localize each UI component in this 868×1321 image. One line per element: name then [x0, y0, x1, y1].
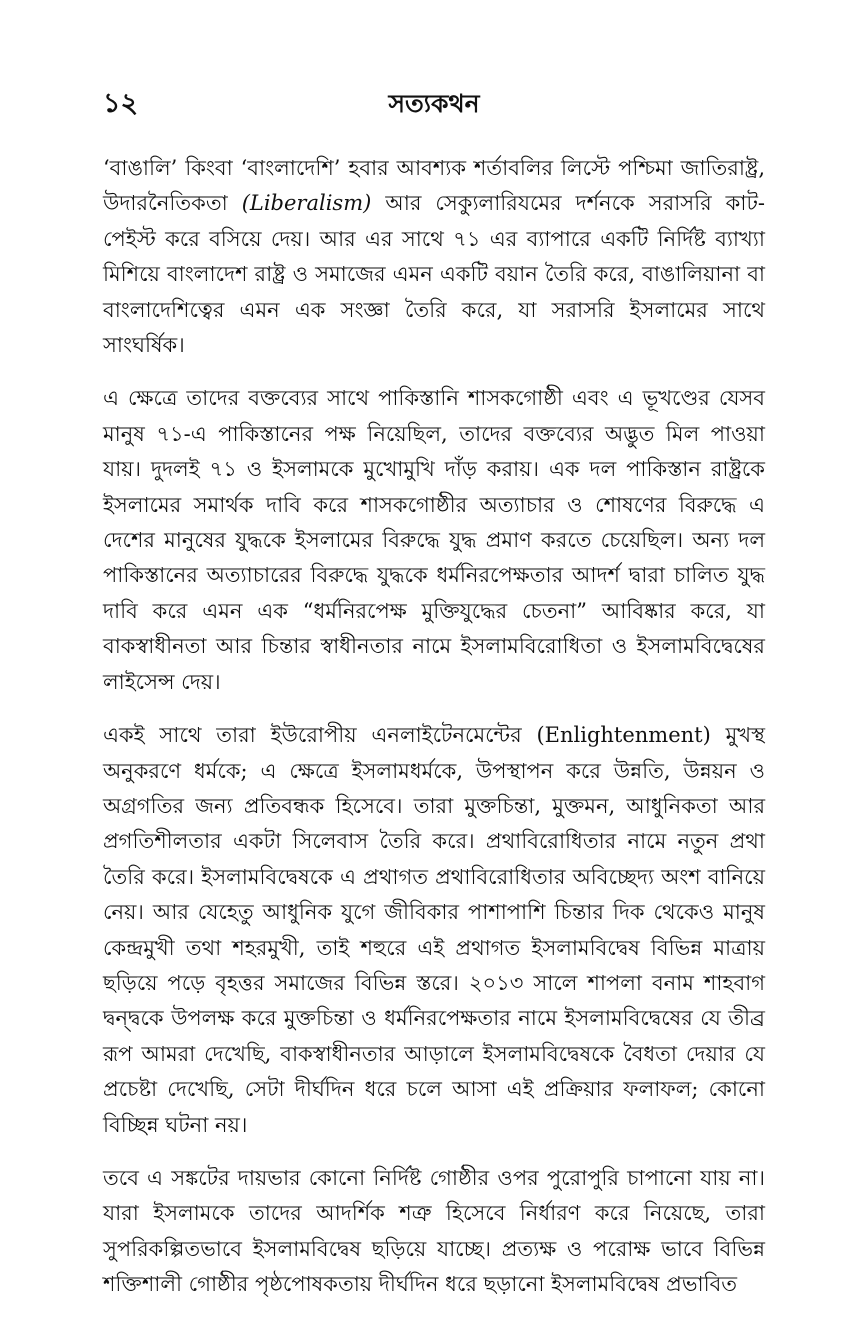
paragraph-2: এ ক্ষেত্রে তাদের বক্তব্যের সাথে পাকিস্তানি শাসকগোষ্ঠী এবং এ ভূখণ্ডের যেসব মানুষ ৭১-এ পাকিস্তানের পক্ষ নিয়েছিল, তাদের বক্তব্যের অদ্ভুত মিল পাওয়া যায়। দুদলই ৭১ ও ইসলামকে মুখোমুখি দাঁড় করায়। এক দল পাকিস্তান রাষ্ট্রকে ইসলামের সমার্থক দাবি করে শাসকগোষ্ঠীর অত্যাচার ও শোষণের বিরুদ্ধে এ দেশের মানুষের যুদ্ধকে ইসলামের বিরুদ্ধে যুদ্ধ প্রমাণ করতে চেয়েছিল। অন্য দল পাকিস্তানের অত্যাচারের বিরুদ্ধে যুদ্ধকে ধর্মনিরপেক্ষতার আদর্শ দ্বারা চালিত যুদ্ধ দাবি করে এমন এক “ধর্মনিরপেক্ষ মুক্তিযুদ্ধের চেতনা” আবিষ্কার করে, যা বাকস্বাধীনতা আর চিন্তার স্বাধীনতার নামে ইসলামবিরোধিতা ও ইসলামবিদ্বেষের লাইসেন্স দেয়।	[103, 386, 765, 694]
page-number: ১২	[103, 88, 139, 119]
paragraph-1	[103, 151, 765, 363]
page-header	[0, 84, 868, 124]
paragraph-1-text-b: আর সেক্যুলারিযমের দর্শনকে সরাসরি কাট-পেইস্ট করে বসিয়ে দেয়। আর এর সাথে ৭১ এর ব্যাপারে একটি নির্দিষ্ট ব্যাখ্যা মিশিয়ে বাংলাদেশ রাষ্ট্র ও সমাজের এমন একটি বয়ান তৈরি করে, বাঙালিয়ানা বা বাংলাদেশিত্বের এমন এক সংজ্ঞা তৈরি করে, যা সরাসরি ইসলামের সাথে সাংঘর্ষিক।	[103, 191, 765, 358]
running-title: সত্যকথন	[388, 89, 480, 118]
body-text	[103, 151, 765, 1321]
paragraph-1-text-a: ‘বাঙালি’ কিংবা ‘বাংলাদেশি’ হবার আবশ্যক শর্তাবলির লিস্টে পশ্চিমা জাতিরাষ্ট্র, উদারনৈতিকতা	[103, 156, 765, 216]
paragraph-4: তবে এ সঙ্কটের দায়ভার কোনো নির্দিষ্ট গোষ্ঠীর ওপর পুরোপুরি চাপানো যায় না। যারা ইসলামকে তাদের আদর্শিক শত্রু হিসেবে নির্ধারণ করে নিয়েছে, তারা সুপরিকল্পিতভাবে ইসলামবিদ্বেষ ছড়িয়ে যাচ্ছে। প্রত্যক্ষ ও পরোক্ষ ভাবে বিভিন্ন শক্তিশালী গোষ্ঠীর পৃষ্ঠপোষকতায় দীর্ঘদিন ধরে ছড়ানো ইসলামবিদ্বেষ প্রভাবিত	[103, 1165, 765, 1297]
paragraph-3: একই সাথে তারা ইউরোপীয় এনলাইটেনমেন্টের (Enlightenment) মুখস্থ অনুকরণে ধর্মকে; এ ক্ষেত্রে ইসলামধর্মকে, উপস্থাপন করে উন্নতি, উন্নয়ন ও অগ্রগতির জন্য প্রতিবন্ধক হিসেবে। তারা মুক্তচিন্তা, মুক্তমন, আধুনিকতা আর প্রগতিশীলতার একটা সিলেবাস তৈরি করে। প্রথাবিরোধিতার নামে নতুন প্রথা তৈরি করে। ইসলামবিদ্বেষকে এ প্রথাগত প্রথাবিরোধিতার অবিচ্ছেদ্য অংশ বানিয়ে নেয়। আর যেহেতু আধুনিক যুগে জীবিকার পাশাপাশি চিন্তার দিক থেকেও মানুষ কেন্দ্রমুখী তথা শহরমুখী, তাই শহুরে এই প্রথাগত ইসলামবিদ্বেষ বিভিন্ন মাত্রায় ছড়িয়ে পড়ে বৃহত্তর সমাজের বিভিন্ন স্তরে। ২০১৩ সালে শাপলা বনাম শাহবাগ দ্বন্দ্বকে উপলক্ষ করে মুক্তচিন্তা ও ধর্মনিরপেক্ষতার নামে ইসলামবিদ্বেষের যে তীব্র রূপ আমরা দেখেছি, বাকস্বাধীনতার আড়ালে ইসলামবিদ্বেষকে বৈধতা দেয়ার যে প্রচেষ্টা দেখেছি, সেটা দীর্ঘদিন ধরে চলে আসা এই প্রক্রিয়ার ফলাফল; কোনো বিচ্ছিন্ন ঘটনা নয়।	[103, 723, 765, 1137]
paragraph-1-italic-term: (Liberalism)	[241, 191, 372, 216]
